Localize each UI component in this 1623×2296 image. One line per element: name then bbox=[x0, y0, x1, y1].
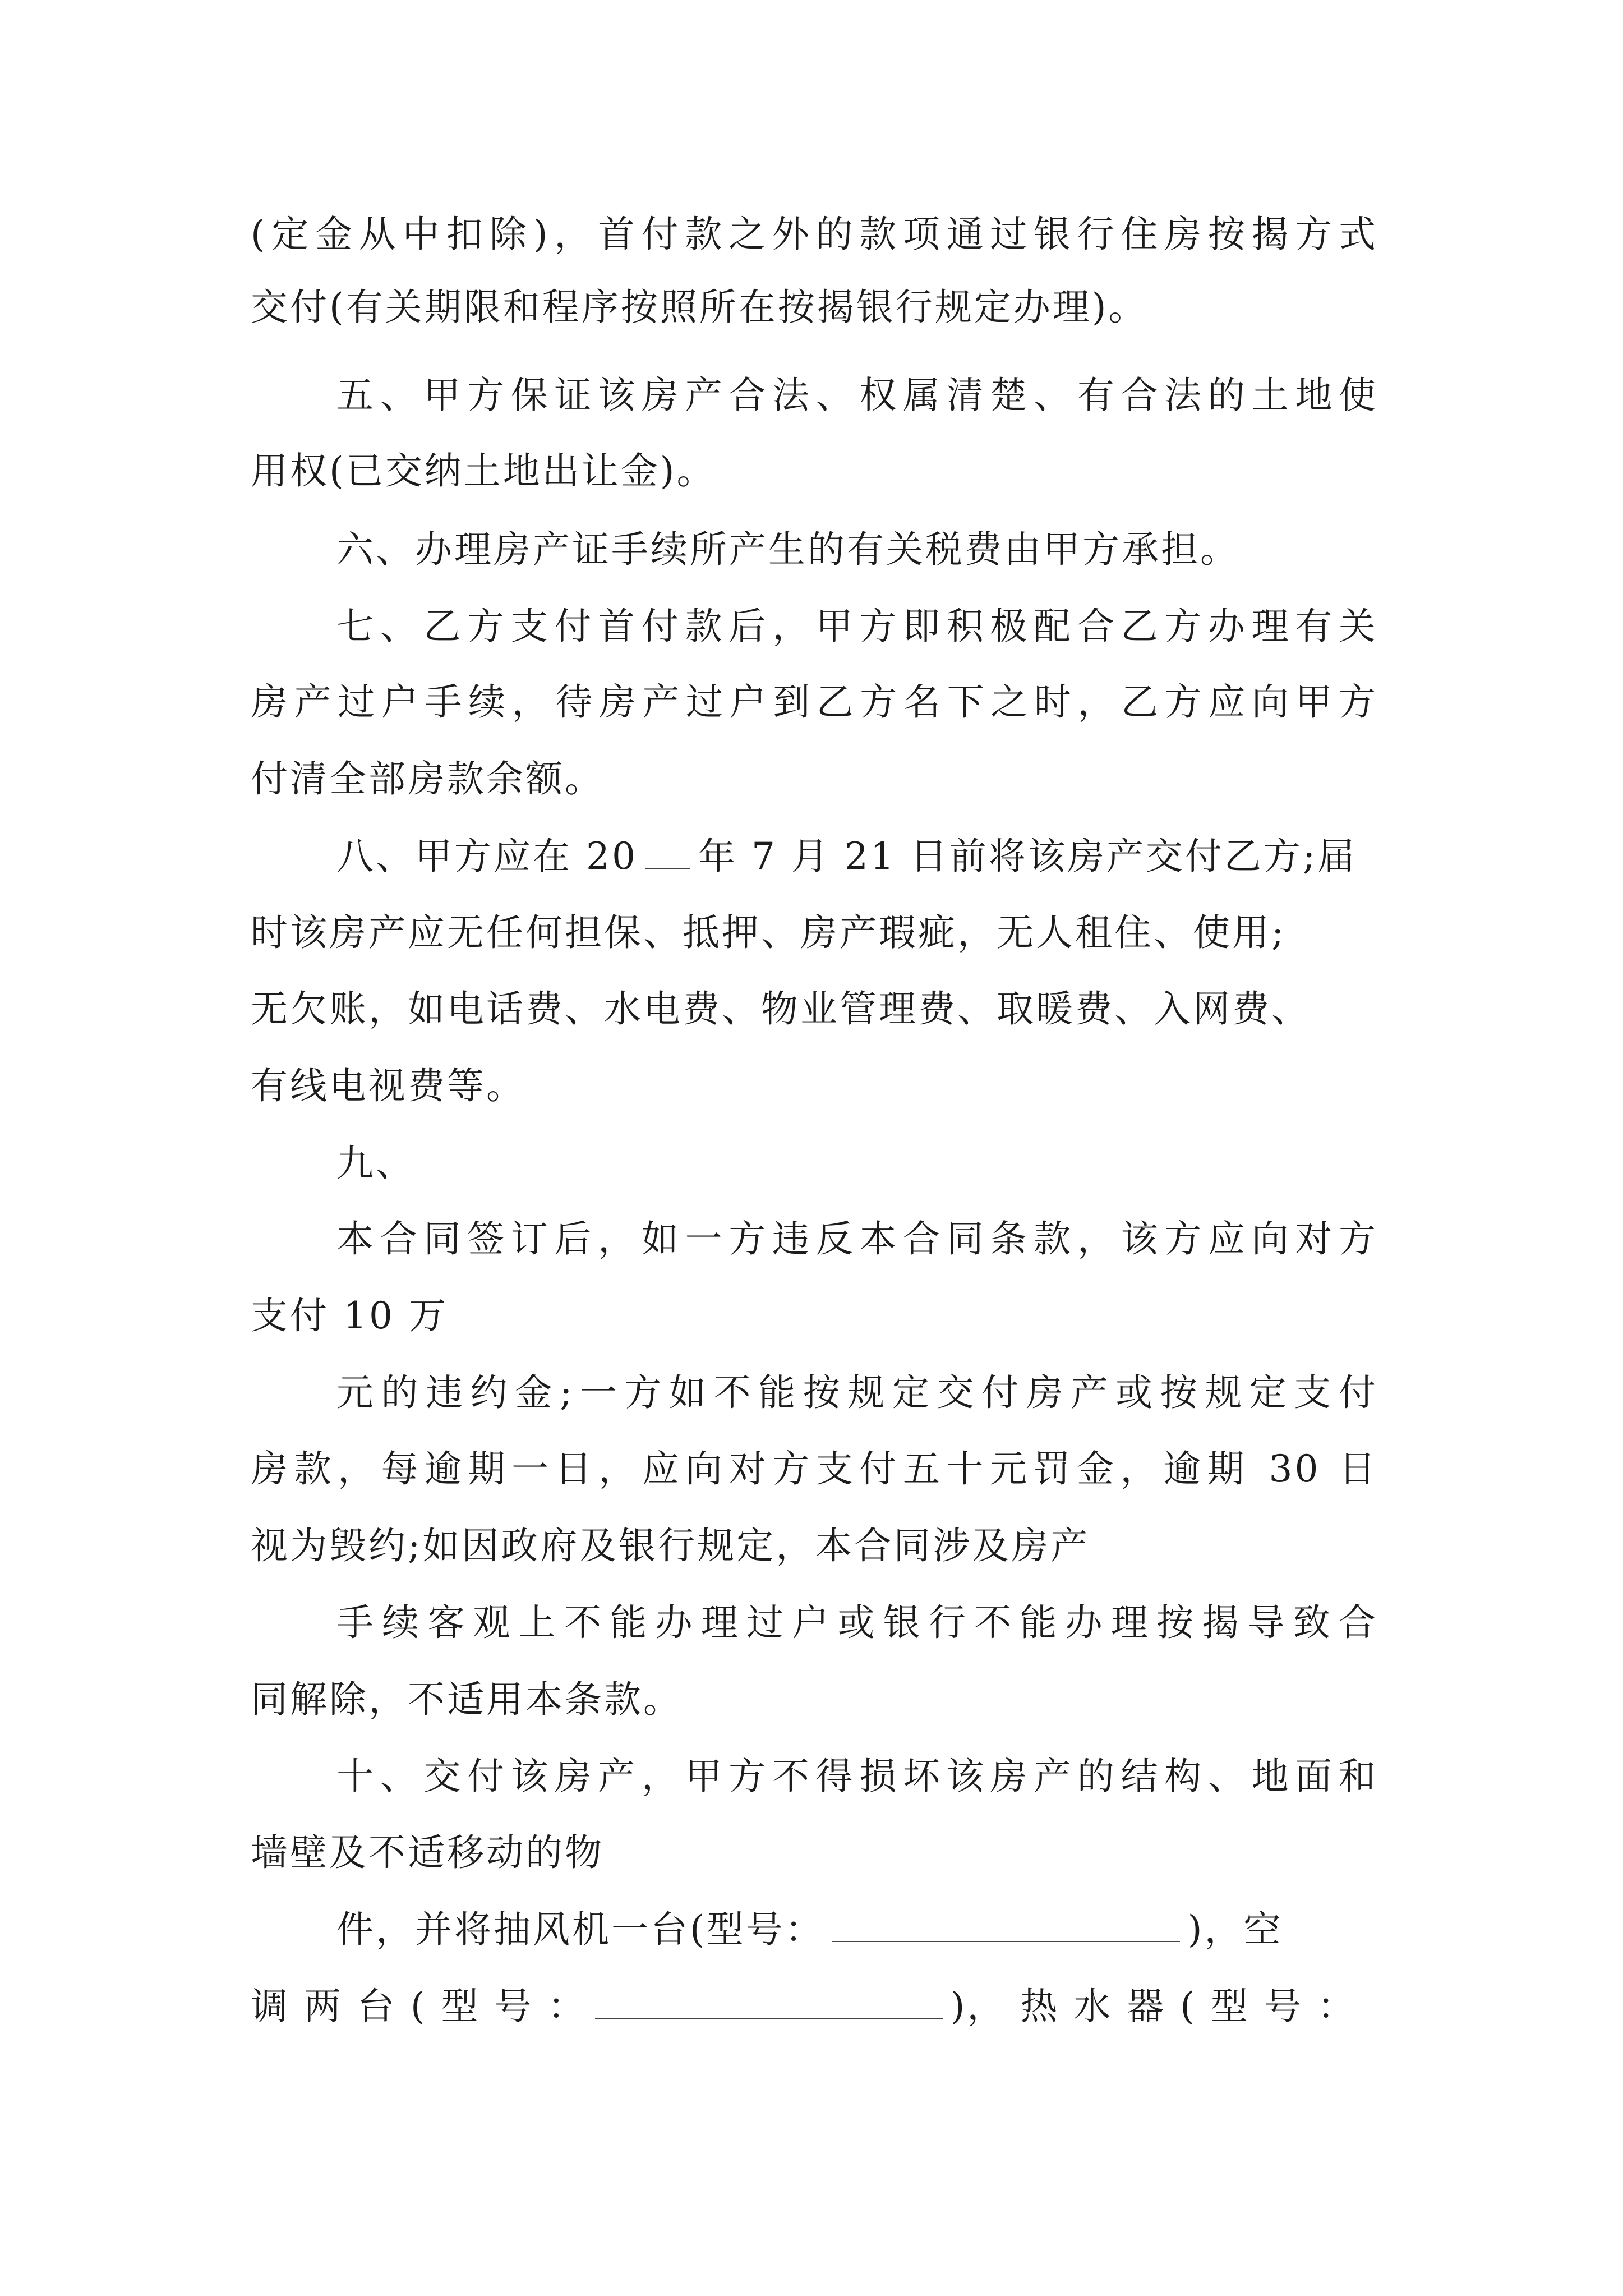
text-line: 房产过户手续，待房产过户到乙方名下之时，乙方应向甲方 bbox=[251, 680, 1378, 724]
text-line bbox=[336, 1902, 1378, 1958]
text-segment: 八、甲方应在 20 bbox=[336, 835, 638, 878]
text-segment: 件，并将抽风机一台(型号： bbox=[336, 1908, 824, 1951]
text-line: 五、甲方保证该房产合法、权属清楚、有合法的土地使 bbox=[336, 374, 1378, 417]
text-segment: 调 两 台 ( 型 号 ： bbox=[251, 1985, 587, 2028]
text-line: 十、交付该房产，甲方不得损坏该房产的结构、地面和 bbox=[336, 1755, 1378, 1798]
text-line: 时该房产应无任何担保、抵押、房产瑕疵，无人租住、使用; bbox=[251, 911, 1287, 954]
text-segment: 年 7 月 21 日前将该房产交付乙方;届 bbox=[698, 835, 1357, 878]
blank-field[interactable] bbox=[832, 1906, 1180, 1942]
text-line: 七、乙方支付首付款后，甲方即积极配合乙方办理有关 bbox=[336, 605, 1378, 648]
text-line: 视为毁约;如因政府及银行规定，本合同涉及房产 bbox=[251, 1524, 1090, 1567]
blank-field[interactable] bbox=[595, 1983, 943, 2019]
text-line: 交付(有关期限和程序按照所在按揭银行规定办理)。 bbox=[251, 286, 1148, 329]
text-line bbox=[251, 1978, 1378, 2035]
text-line: 付清全部房款余额。 bbox=[251, 757, 604, 800]
text-line: 用权(已交纳土地出让金)。 bbox=[251, 449, 716, 493]
text-line: 本合同签订后，如一方违反本合同条款，该方应向对方 bbox=[336, 1217, 1378, 1260]
text-line: 同解除，不适用本条款。 bbox=[251, 1678, 683, 1721]
text-line: 手续客观上不能办理过户或银行不能办理按揭导致合 bbox=[336, 1601, 1378, 1644]
text-line: 墙壁及不适移动的物 bbox=[251, 1831, 604, 1874]
blank-field[interactable] bbox=[645, 833, 690, 869]
text-line: 支付 10 万 bbox=[251, 1294, 448, 1337]
text-line: 有线电视费等。 bbox=[251, 1064, 525, 1107]
text-line bbox=[336, 829, 1378, 885]
text-line: 六、办理房产证手续所产生的有关税费由甲方承担。 bbox=[336, 528, 1239, 571]
text-line: 房款，每逾期一日，应向对方支付五十元罚金，逾期 30 日 bbox=[251, 1447, 1378, 1490]
text-line: 九、 bbox=[336, 1142, 415, 1185]
text-segment: )， 热 水 器 ( 型 号 ： bbox=[950, 1985, 1357, 2028]
text-line: (定金从中扣除)，首付款之外的款项通过银行住房按揭方式 bbox=[251, 213, 1378, 256]
text-line: 无欠账，如电话费、水电费、物业管理费、取暖费、入网费、 bbox=[251, 987, 1311, 1030]
text-line: 元的违约金;一方如不能按规定交付房产或按规定支付 bbox=[336, 1371, 1378, 1414]
text-segment: )，空 bbox=[1187, 1908, 1283, 1951]
